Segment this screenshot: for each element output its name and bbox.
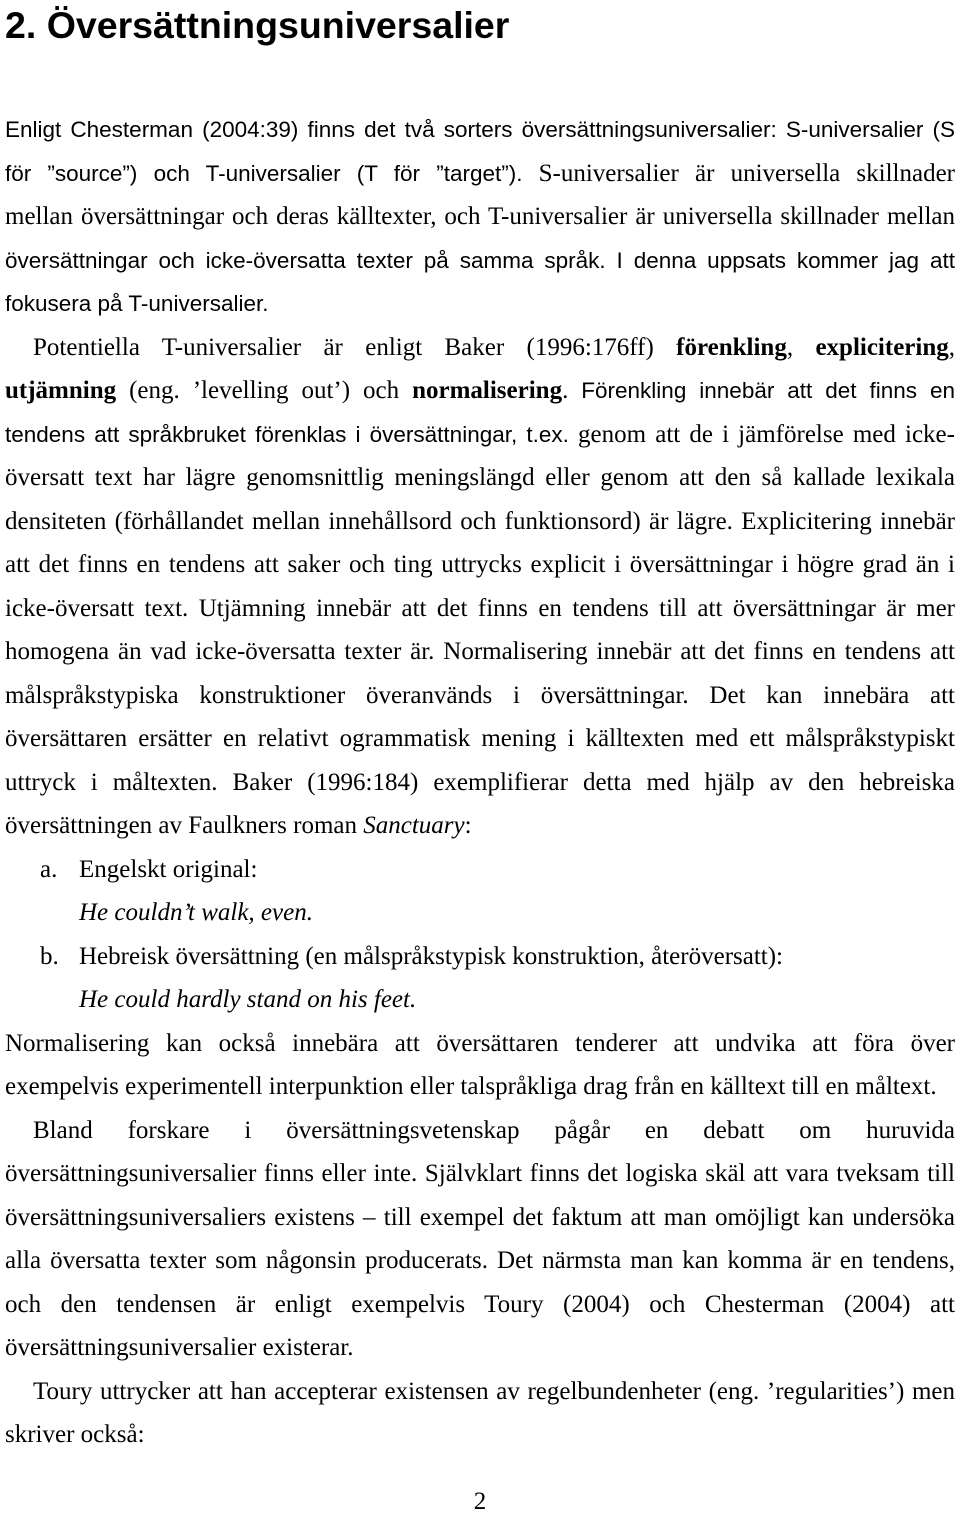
example-item-text — [5, 978, 955, 1022]
text-line — [5, 326, 955, 370]
bold-term: utjämning — [5, 377, 117, 404]
paragraph — [5, 326, 955, 848]
example-label: Engelskt original: — [79, 855, 258, 883]
text-line: fokusera på T-universalier. — [5, 291, 269, 316]
text-segment: , — [786, 333, 816, 361]
text-line — [5, 152, 955, 196]
text-line: översättningsuniversaliers existens – till exempel det faktum att man omöjligt kan undersöka — [5, 1203, 955, 1231]
text-segment: S-universalier är universella skillnader — [522, 159, 955, 187]
example-item-text — [5, 891, 955, 935]
text-line: målspråkstypiska konstruktioner överanvänds i översättningar. Det kan innebära att — [5, 681, 955, 709]
text-line: Bland forskare i översättningsvetenskap pågår en debatt om huruvida — [33, 1116, 955, 1144]
text-segment: : — [464, 812, 472, 839]
paragraph — [5, 1370, 955, 1457]
text-line: Normalisering kan också innebära att översättaren tenderer att undvika att föra över — [5, 1029, 955, 1057]
text-segment: , — [948, 333, 955, 361]
example-marker: b. — [40, 942, 59, 970]
text-line — [5, 804, 955, 848]
example-item — [5, 848, 955, 892]
text-line: Toury uttrycker att han accepterar existensen av regelbundenheter (eng. ’regularities’) men — [33, 1377, 955, 1405]
text-segment: Potentiella T-universalier är enligt Baker (1996:176ff) — [33, 333, 677, 361]
text-segment: för ”source”) och T-universalier (T för ”target”). — [5, 160, 523, 186]
text-line: och den tendensen är enligt exempelvis Toury (2004) och Chesterman (2004) att — [5, 1290, 955, 1318]
text-segment: tendens att språkbruket förenklas i översättningar, t.ex. — [5, 421, 569, 447]
page-number: 2 — [473, 1488, 487, 1513]
body-text — [5, 108, 955, 1457]
paragraph — [5, 108, 955, 326]
italic-title: Sanctuary — [363, 812, 465, 839]
text-line: att det finns en tendens att saker och ting uttrycks explicit i översättningar i högre grad än i — [5, 551, 955, 578]
text-segment: Förenkling innebär att det finns en — [568, 378, 955, 403]
text-line: mellan översättningar och deras källtexter, och T-universalier är universella skillnader mellan — [5, 203, 955, 230]
text-line — [5, 369, 955, 413]
page-title: 2. Översättningsuniversalier — [5, 4, 510, 46]
example-list — [5, 848, 955, 1022]
bold-term: förenkling — [676, 333, 787, 361]
example-item — [5, 935, 955, 979]
text-line: uttryck i måltexten. Baker (1996:184) exemplifierar detta med hjälp av den hebreiska — [5, 768, 955, 796]
text-line: densiteten (förhållandet mellan innehållsord och funktionsord) är lägre. Explicitering innebär — [5, 507, 955, 535]
bold-term: explicitering — [815, 333, 949, 361]
text-line — [5, 413, 955, 457]
text-line: alla översatta texter som någonsin producerats. Det närmsta man kan komma är en tendens, — [5, 1247, 955, 1274]
example-sentence: He could hardly stand on his feet. — [79, 986, 417, 1013]
bold-term: normalisering — [412, 377, 563, 404]
text-line: översättningsuniversalier existerar. — [5, 1334, 354, 1361]
text-segment: översättningen av Faulkners roman — [5, 812, 364, 839]
paragraph — [5, 1022, 955, 1109]
paragraph — [5, 1109, 955, 1370]
example-sentence: He couldn’t walk, even. — [79, 899, 313, 926]
text-segment: genom att de i jämförelse med icke- — [568, 420, 955, 448]
text-line: översättningar och icke-översatta texter på samma språk. I denna uppsats kommer jag att — [5, 247, 955, 273]
text-line: skriver också: — [5, 1421, 145, 1448]
text-segment: (eng. ’levelling out’) och — [116, 377, 413, 404]
text-line: homogena än vad icke-översatta texter är. Normalisering innebär att det finns en tendens att — [5, 638, 955, 665]
example-label: Hebreisk översättning (en målspråkstypisk konstruktion, återöversatt): — [79, 942, 784, 970]
text-segment: . — [562, 377, 569, 404]
example-marker: a. — [40, 855, 58, 883]
text-line: Enligt Chesterman (2004:39) finns det två sorters översättningsuniversalier: S-universalier (S — [5, 117, 955, 142]
text-line: översättaren ersätter en relativt ogrammatisk mening i källtexten med ett målspråkstypiskt — [5, 725, 955, 752]
text-line: exempelvis experimentell interpunktion eller talspråkliga drag från en källtext till en måltext. — [5, 1073, 937, 1100]
text-line: översättningsuniversalier finns eller inte. Självklart finns det logiska skäl att vara tveksam till — [5, 1160, 955, 1187]
text-line: icke-översatt text. Utjämning innebär att det finns en tendens till att översättningar är mer — [5, 594, 955, 622]
text-line: översatt text har lägre genomsnittlig meningslängd eller genom att den så kallade lexikala — [5, 464, 955, 491]
